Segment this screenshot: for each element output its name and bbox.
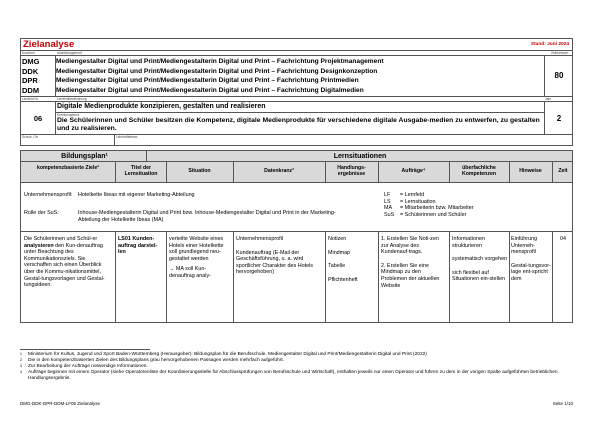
footnote-text: Aufträge beginnen mit einem Operator (siehe Operatorenliste der Koordinierungsstelle für Abschlussprüfungen von Berufsschule und Wirtschaft), enthalten jeweils nur einen Operator und führen zu dem in der vorigen Spalte aufgeführten betrieblichen Handlungsergebnis. [28, 369, 558, 381]
col-hinweise: Hinweise [519, 168, 542, 174]
profession-name: Mediengestalter Digital und Print/Mediengestalterin Digital und Print – Fachrichtung Projektmanagement [56, 58, 384, 66]
legend-text: = Lernfeld [400, 192, 425, 198]
legend-item [384, 212, 474, 219]
col-titel: Titel der Lernsituation [124, 165, 158, 178]
legend-item [384, 199, 474, 206]
footnote-number: 1 [20, 352, 22, 356]
profession-row [22, 67, 542, 77]
ziele-text-start: Die Schülerinnen und Schül-er [24, 236, 98, 242]
col-ueberfachlich: überfachliche Kompetenzen [461, 165, 496, 178]
label-zeitrichtwert: Zeitrichtwert [551, 51, 569, 55]
legend-text: = Mitarbeiterin bzw. Mitarbeiter [400, 205, 474, 212]
footnote-number: 3 [20, 363, 22, 368]
bildungsplan-header [20, 150, 147, 162]
lernsituationen-header [147, 150, 573, 162]
legend-abbr: LS [384, 198, 391, 205]
cell-datenkranz [236, 236, 322, 276]
label-lernfeldbezeichnung: Lernfeldbezeichnung [57, 97, 87, 101]
profession-code: DDM [22, 85, 40, 95]
col-ziele: kompetenzbasierte Ziele² [37, 165, 99, 171]
profession-name: Mediengestalter Digital und Print/Mediengestalterin Digital und Print – Fachrichtung Designkonzeption [56, 67, 378, 75]
profession-row [22, 76, 542, 86]
lernsituationen-label: Lernsituationen [333, 152, 387, 160]
abbreviation-legend [384, 192, 474, 218]
profession-code: DDK [22, 66, 39, 76]
col-auftraege: Aufträge⁴ [401, 168, 426, 174]
legend-abbr: LF [384, 192, 391, 198]
auftrag-2: 2. Erstellen Sie eine Mindmap zu den Problemen der aktuellen Website [381, 262, 440, 289]
ueberfachlich-2: systematisch vorgehen [452, 256, 508, 263]
zeitrichtwert-value: 80 [554, 71, 564, 80]
stand-date: Stand: Juni 2024 [530, 42, 569, 47]
handlung-item: Mindmap [328, 249, 351, 256]
footnote-text: Die in den kompetenzbasierten Zielen des Bildungsplans grau hervorgehobenen Passagen werden mehrfach aufgeführt. [28, 357, 284, 363]
auftrag-1: 1. Erstellen Sie Noti-zen zur Analyse des Kundenauf-trags. [381, 236, 439, 256]
col-zeit: Zeit [558, 168, 568, 174]
profession-row [22, 86, 542, 96]
handlung-item: Tabelle [328, 263, 346, 270]
legend-item [384, 192, 474, 199]
label-jahr: Jahr [545, 97, 552, 101]
legend-abbr: MA [384, 205, 393, 212]
profession-row [22, 57, 542, 67]
cell-ueberfachlich [452, 236, 508, 283]
cell-auftraege [381, 236, 447, 289]
footnote-text: Zur Bearbeitung der Aufträge notwendige Informationen. [28, 363, 148, 369]
footer-document-id: DMG-DDK-DPR-DDM-LF06 Zielanalyse [20, 401, 101, 406]
footnote-number: 2 [20, 357, 22, 362]
label-lernfeld-nr: Lernfeld Nr. [22, 97, 39, 101]
cell-handlung [328, 236, 376, 283]
ueberfachlich-3: sich flexibel auf Situationen ein-stellen [452, 269, 506, 283]
footnote-text: Ministerium für Kultus, Jugend und Sport Baden-Württemberg (Herausgeber): Bildungsplan für die Berufsschule, Mediengestalter Digital und Print/Mediengestalterin Digital und Print (2022) [28, 352, 427, 357]
profession-code: DPR [22, 76, 38, 86]
label-kurzform: Kurzform [22, 51, 35, 55]
lernfeld-title: Digitale Medienprodukte konzipieren, gestalten und realisieren [57, 103, 266, 110]
situation-text-1: verteilte Website eines Hotels einer Hotelkette soll grundlegend neu-gestaltet werden [169, 236, 224, 262]
ziele-operator: analysieren [24, 242, 54, 249]
datenkranz-text-2: Kundenauftrag (E-Mail der Geschäftsführung, u. a. wird sportlicher Charakter des Hotels hervorgehoben) [236, 249, 313, 276]
profile-row [20, 183, 573, 232]
profession-list [22, 57, 542, 95]
cell-titel: LS01 Kunden-auftrag darstel-len [118, 236, 158, 256]
professions-block [20, 56, 573, 97]
kernkompetenz-text: Die Schülerinnen und Schüler besitzen die Kompetenz, digitale Medienprodukte für verschiedene digitale Ausgabe-medien zu entwerfen, zu gestalten und zu realisieren. [57, 117, 540, 133]
cell-hinweise [511, 236, 551, 283]
profession-name: Mediengestalter Digital und Print/Mediengestalterin Digital und Print – Fachrichtung Digitalmedien [56, 86, 364, 94]
rolle-value: Inhouse-Mediengestalterin Digital und Print bzw. Inhouse-Mediengestalter Digital und Print in der Marketing-Abteilung der Hotelkette Ibeas (MA) [78, 210, 336, 223]
legend-text: = Lernsituation [400, 198, 436, 205]
situation-text-2: → MA soll Kun-denauftrag analy- [169, 266, 211, 279]
unternehmensprofil-value: Hotelkette Ibeas mit eigener Marketing-Abteilung [78, 192, 195, 198]
column-header-row [20, 162, 573, 183]
label-kernkompetenz: Kernkompetenz [57, 113, 80, 117]
footer-page-number: Seite 1/10 [552, 401, 573, 406]
cell-ziele [24, 236, 113, 289]
cell-situation [169, 236, 231, 280]
hinweise-2: Gestal-tungsvor-lage ent-spricht dem [511, 262, 551, 282]
unternehmensprofil-label: Unternehmensprofil: [24, 192, 73, 198]
col-situation: Situation [188, 168, 211, 174]
hinweise-1: Einführung Unterneh-mensprofil [511, 236, 538, 256]
footnote-separator [20, 349, 150, 350]
handlung-item: Notizen [328, 236, 347, 242]
footnote [20, 370, 573, 382]
table-row [20, 232, 573, 323]
ziele-text-end: den Kun-denauftrag unter Beachtung des Kommunikationsziels. Sie verschaffen sich einen Überblick über die Kommu-nikationsmittel, Gestal-tungsvorlagen und Gestal-tungsideen. [24, 242, 105, 289]
cell-zeit: 04 [560, 236, 566, 242]
profession-code: DMG [22, 57, 40, 67]
lernfeld-nr: 06 [33, 114, 43, 123]
title-bar [20, 38, 573, 51]
jahr-value: 2 [556, 114, 562, 123]
profession-name: Mediengestalter Digital und Print/Mediengestalterin Digital und Print – Fachrichtung Printmedien [56, 77, 359, 85]
handlung-item: Pflichtenheft [328, 276, 358, 283]
bildungsplan-label: Bildungsplan¹ [61, 152, 108, 160]
footnote-number: 4 [20, 369, 22, 374]
ueberfachlich-1: Informationen strukturieren [452, 236, 485, 249]
footnotes [20, 352, 573, 382]
schule-row [20, 135, 573, 146]
label-ausbildungsberuf: Ausbildungsberuf [57, 51, 82, 55]
rolle-label: Rolle der SuS: [24, 210, 59, 216]
col-datenkranz: Datenkranz³ [264, 168, 294, 174]
datenkranz-text-1: Unternehmensprofil [236, 236, 284, 242]
label-lehrkraefte: Lehrkräfteteam [116, 135, 138, 139]
legend-abbr: SuS [384, 211, 395, 218]
label-schule: Schule, Ort [22, 135, 38, 139]
page-title: Zielanalyse [23, 39, 75, 50]
legend-text: = Schülerinnen und Schüler [400, 211, 467, 218]
col-handlung: Handlungs-ergebnisse [337, 165, 366, 178]
legend-item [384, 205, 474, 212]
lernfeld-block [20, 102, 573, 135]
